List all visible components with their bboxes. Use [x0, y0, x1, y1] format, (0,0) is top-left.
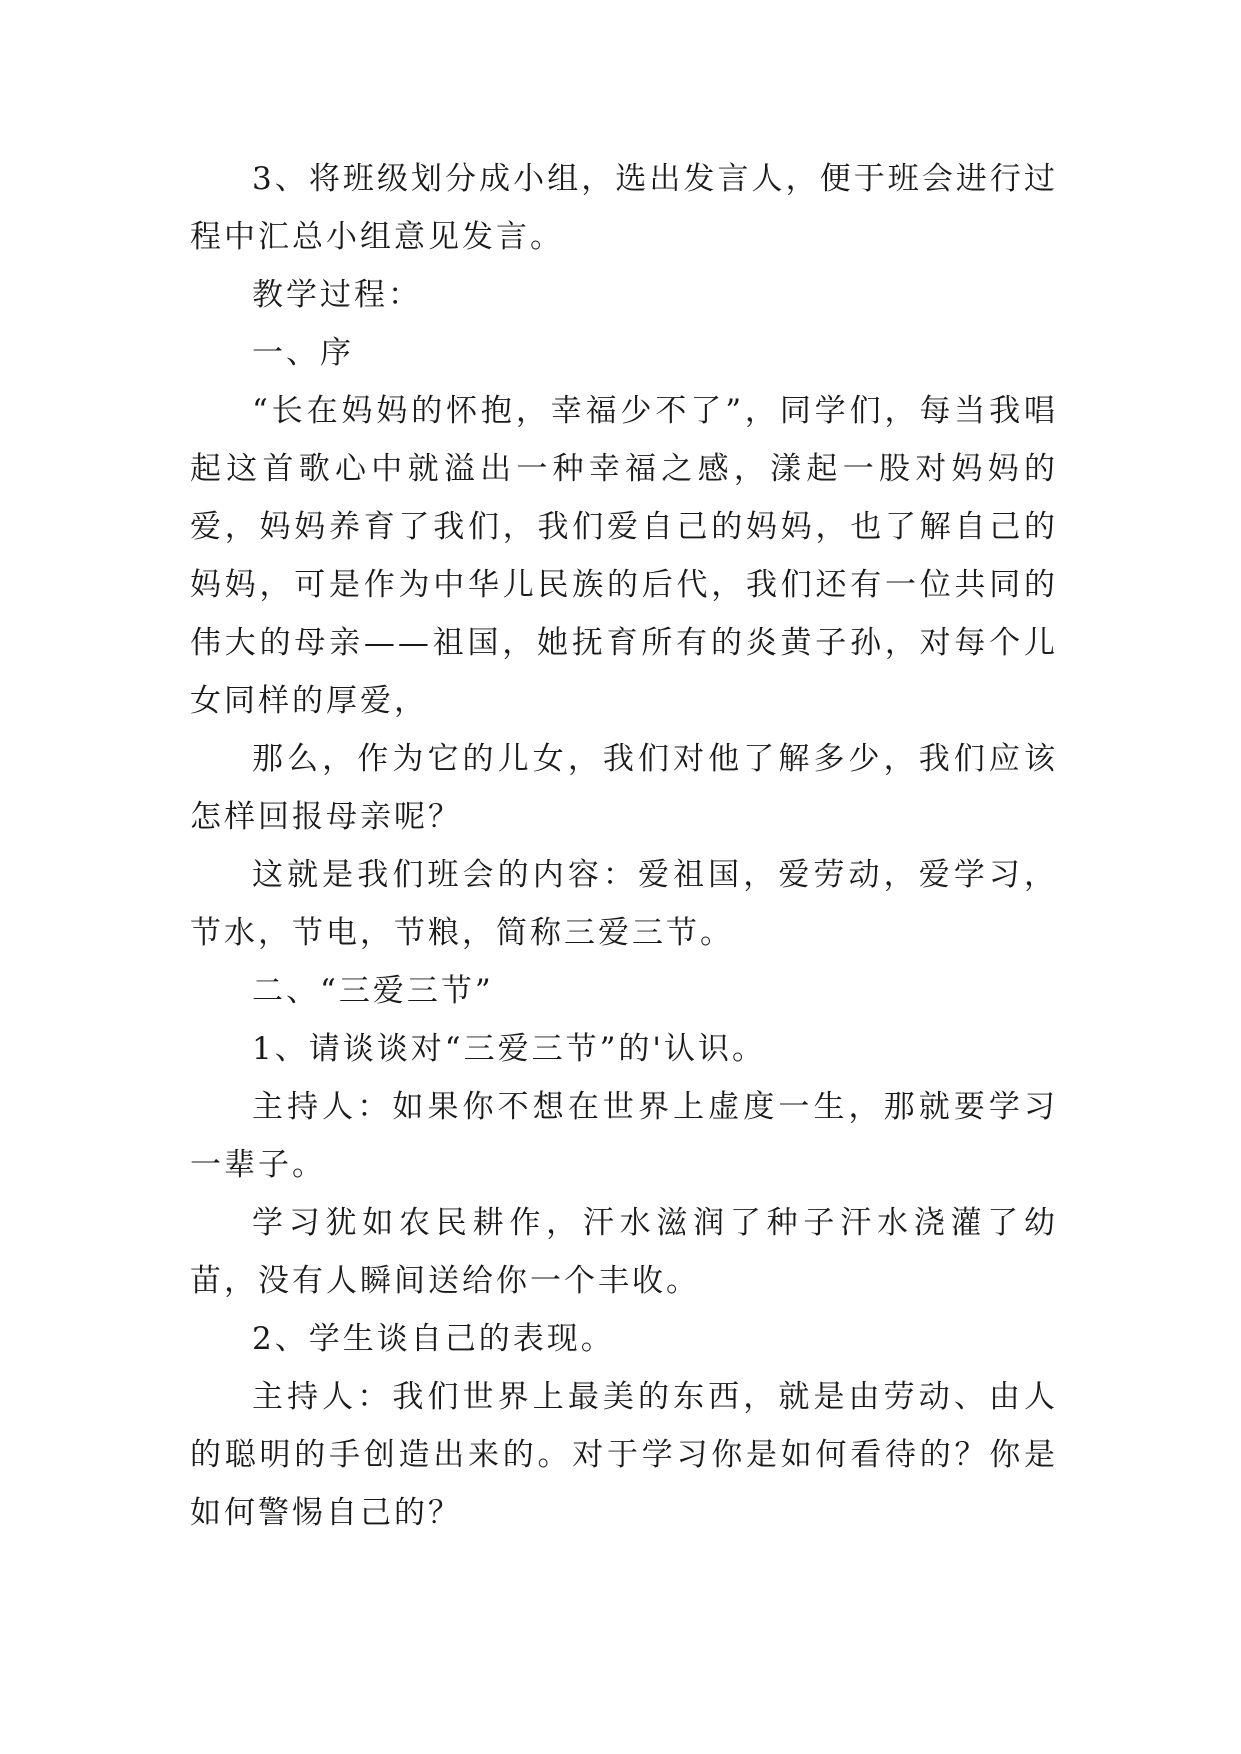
paragraph-host-study: 主持人：如果你不想在世界上虚度一生，那就要学习一辈子。 — [190, 1089, 1058, 1183]
paragraph-student-performance: 2、学生谈自己的表现。 — [252, 1321, 615, 1357]
document-body — [190, 150, 1058, 1542]
paragraph-study-farming: 学习犹如农民耕作，汗水滋润了种子汗水浇灌了幼苗，没有人瞬间送给你一个丰收。 — [190, 1205, 1058, 1299]
paragraph-meeting-content: 这就是我们班会的内容：爱祖国，爱劳动，爱学习，节水，节电，节粮，简称三爱三节。 — [190, 857, 1058, 951]
paragraph-grouping: 3、将班级划分成小组，选出发言人，便于班会进行过程中汇总小组意见发言。 — [190, 161, 1058, 255]
heading-preface: 一、序 — [252, 335, 354, 371]
paragraph-mother-song: “长在妈妈的怀抱，幸福少不了”，同学们，每当我唱起这首歌心中就溢出一种幸福之感，漾起一股对妈妈的爱，妈妈养育了我们，我们爱自己的妈妈，也了解自己的妈妈，可是作为中华儿民族的后代，我们还有一位共同的伟大的母亲——祖国，她抚育所有的炎黄子孙，对每个儿女同样的厚爱， — [190, 393, 1058, 719]
heading-three-loves: 二、“三爱三节” — [252, 973, 494, 1009]
paragraph-teaching-process: 教学过程： — [252, 277, 422, 313]
paragraph-host-labor: 主持人：我们世界上最美的东西，就是由劳动、由人的聪明的手创造出来的。对于学习你是如何看待的？你是如何警惕自己的？ — [190, 1379, 1058, 1531]
paragraph-discuss-understanding: 1、请谈谈对“三爱三节”的'认识。 — [252, 1031, 766, 1067]
paragraph-repay-mother: 那么，作为它的儿女，我们对他了解多少，我们应该怎样回报母亲呢？ — [190, 741, 1058, 835]
